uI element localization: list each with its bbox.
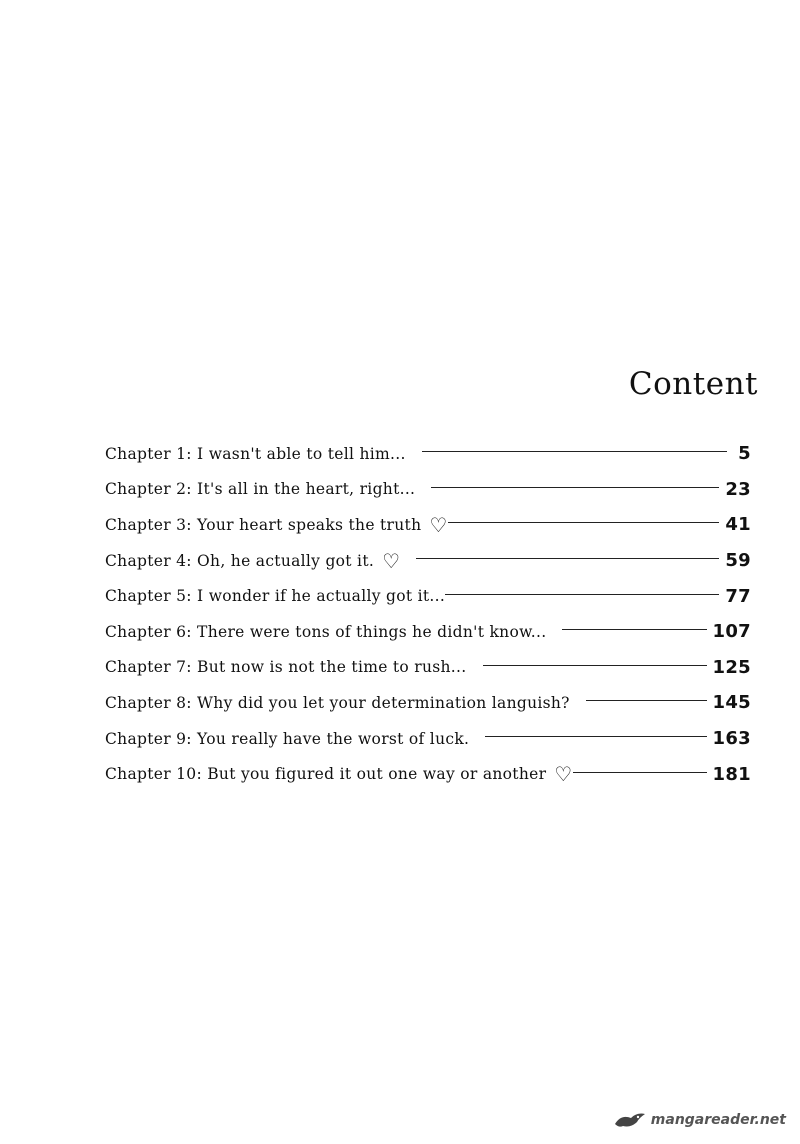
toc-entry <box>105 614 751 650</box>
heart-icon: ♡ <box>429 512 448 537</box>
page-number: 5 <box>738 443 751 465</box>
chapter-title: Chapter 4: Oh, he actually got it. <box>105 551 375 570</box>
leader-line <box>562 629 706 630</box>
page-number: 59 <box>725 550 751 572</box>
page-number: 163 <box>712 728 751 750</box>
leader-line <box>416 558 719 559</box>
bird-logo-icon <box>613 1110 647 1130</box>
page-number: 107 <box>712 621 751 643</box>
leader-line <box>422 451 727 452</box>
toc-entry <box>105 472 751 508</box>
heart-icon: ♡ <box>554 762 573 787</box>
watermark-text: mangareader.net <box>650 1112 786 1128</box>
leader-line <box>445 594 719 595</box>
chapter-title: Chapter 1: I wasn't able to tell him... <box>105 444 406 463</box>
chapter-title: Chapter 7: But now is not the time to rush... <box>105 658 467 677</box>
heart-icon: ♡ <box>382 548 401 573</box>
toc-entry <box>105 507 751 543</box>
leader-line <box>586 700 707 701</box>
toc-entry <box>105 721 751 757</box>
chapter-title: Chapter 2: It's all in the heart, right... <box>105 480 416 499</box>
chapter-title: Chapter 6: There were tons of things he didn't know... <box>105 622 547 641</box>
leader-line <box>483 665 707 666</box>
page-number: 125 <box>712 656 751 678</box>
page-number: 181 <box>712 763 751 785</box>
page-number: 145 <box>712 692 751 714</box>
watermark <box>613 1110 786 1130</box>
toc-entry <box>105 756 751 792</box>
toc-entry <box>105 685 751 721</box>
page-number: 41 <box>725 514 751 536</box>
leader-line <box>485 736 706 737</box>
page-title: Content <box>628 366 758 402</box>
leader-line <box>448 522 720 523</box>
chapter-title: Chapter 5: I wonder if he actually got it... <box>105 587 446 606</box>
chapter-title: Chapter 9: You really have the worst of luck. <box>105 729 470 748</box>
toc-entry <box>105 650 751 686</box>
leader-line <box>431 487 719 488</box>
leader-line <box>573 772 707 773</box>
toc-entry <box>105 543 751 579</box>
table-of-contents <box>105 436 751 792</box>
chapter-title: Chapter 8: Why did you let your determination languish? <box>105 693 570 712</box>
chapter-title: Chapter 3: Your heart speaks the truth <box>105 515 422 534</box>
chapter-title: Chapter 10: But you figured it out one way or another <box>105 765 547 784</box>
toc-entry <box>105 436 751 472</box>
page-number: 77 <box>725 585 751 607</box>
page-number: 23 <box>725 478 751 500</box>
toc-entry <box>105 578 751 614</box>
